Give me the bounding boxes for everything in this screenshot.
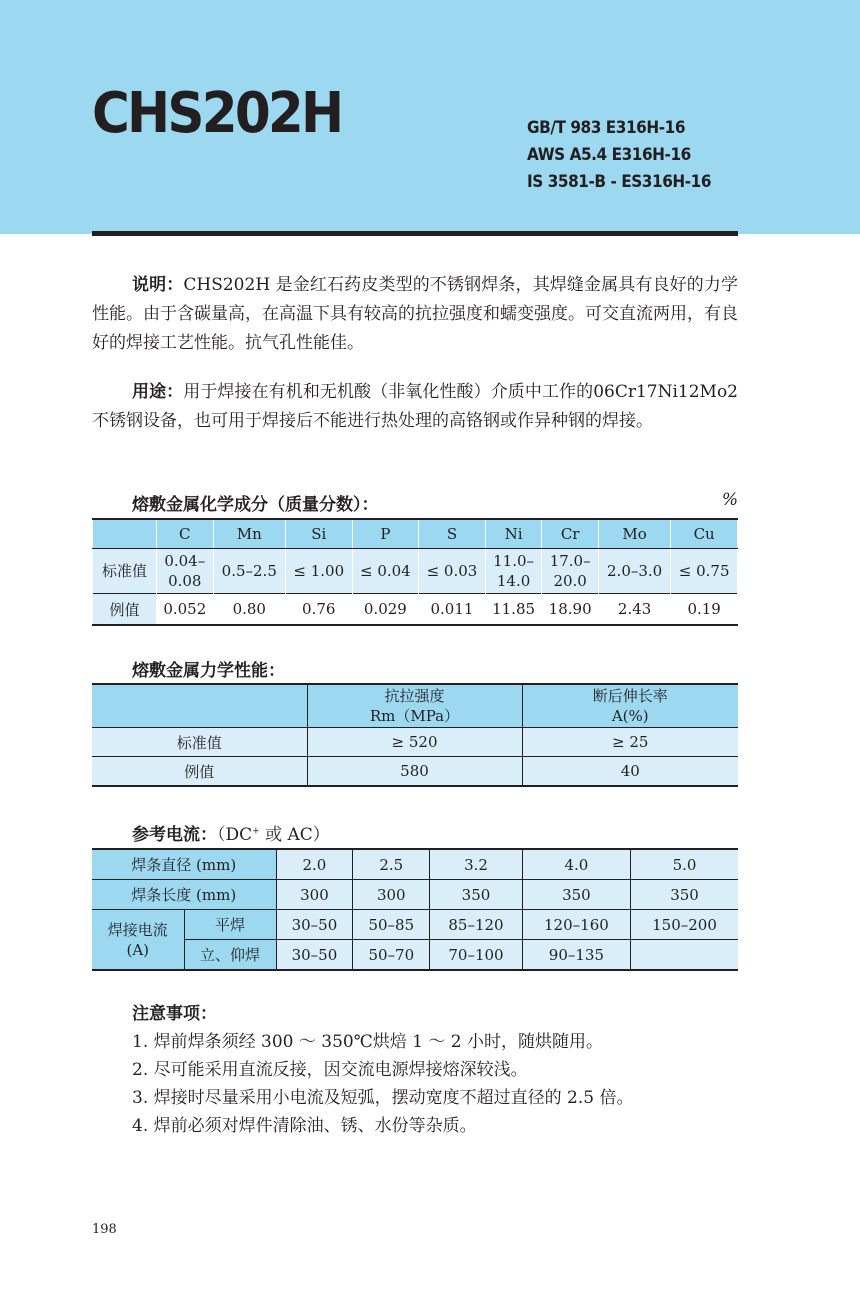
chem-header-cell: P <box>352 519 419 549</box>
current-cell <box>631 940 738 971</box>
current-cell: 70–100 <box>430 940 523 971</box>
vertical-row <box>92 940 738 971</box>
chem-cell: 0.052 <box>157 594 214 626</box>
diameter-label: 焊条直径 (mm) <box>92 849 276 880</box>
chem-cell: 2.43 <box>598 594 670 626</box>
current-cell: 120–160 <box>522 910 630 940</box>
chem-header-cell <box>93 519 157 549</box>
current-cell: 2.5 <box>353 849 430 880</box>
notes-title: 注意事项： <box>132 1004 217 1024</box>
chem-cell: 0.5–2.5 <box>213 549 285 594</box>
usage-text: 用于焊接在有机和无机酸（非氧化性酸）介质中工作的06Cr17Ni12Mo2 不锈钢设备，也可用于焊接后不能进行热处理的高铬钢或作异种钢的焊接。 <box>92 382 738 431</box>
current-cell: 300 <box>276 880 353 910</box>
current-cell: 50–85 <box>353 910 430 940</box>
usage-paragraph <box>92 378 738 436</box>
chem-cell: 18.90 <box>542 594 599 626</box>
chem-cell: ≤ 0.04 <box>352 549 419 594</box>
mechanical-table <box>92 683 738 787</box>
length-row <box>92 880 738 910</box>
chem-cell: 0.029 <box>352 594 419 626</box>
standard-gb: GB/T 983 E316H-16 <box>527 118 686 138</box>
current-cell: 5.0 <box>631 849 738 880</box>
notes-section <box>132 1000 633 1140</box>
mech-header-empty <box>92 684 307 728</box>
length-label: 焊条长度 (mm) <box>92 880 276 910</box>
current-cell: 3.2 <box>430 849 523 880</box>
current-cell: 300 <box>353 880 430 910</box>
chemistry-unit: % <box>721 490 738 510</box>
mech-cell: ≥ 520 <box>307 728 522 757</box>
current-cell: 350 <box>430 880 523 910</box>
chemistry-example-row <box>93 594 738 626</box>
mechanical-title: 熔敷金属力学性能： <box>132 661 285 681</box>
chem-cell: 0.04– 0.08 <box>157 549 214 594</box>
mech-a-line2: A(%) <box>611 707 649 725</box>
chemistry-header-row <box>93 519 738 549</box>
current-table <box>92 848 738 971</box>
description-label: 说明： <box>132 275 184 295</box>
current-cell: 4.0 <box>522 849 630 880</box>
current-label-2: (A) <box>126 940 150 959</box>
chemistry-standard-row <box>93 549 738 594</box>
current-note-post: 或 AC） <box>259 825 330 845</box>
current-note-sup: + <box>252 826 260 837</box>
vertical-label: 立、仰焊 <box>184 940 276 971</box>
usage-label: 用途： <box>132 382 184 402</box>
mech-header-a <box>522 684 738 728</box>
standards-block <box>527 115 711 196</box>
chemistry-table <box>92 518 738 626</box>
diameter-row <box>92 849 738 880</box>
mech-a-line1: 断后伸长率 <box>592 687 668 705</box>
note-item: 2. 尽可能采用直流反接，因交流电源焊接熔深较浅。 <box>132 1060 528 1080</box>
mechanical-header-row <box>92 684 738 728</box>
chem-cell: 例值 <box>93 594 157 626</box>
description-paragraph <box>92 271 738 358</box>
current-title: 参考电流： <box>132 825 217 845</box>
chem-cell: ≤ 1.00 <box>285 549 352 594</box>
current-note-pre: （DC <box>217 825 253 845</box>
chem-cell: 0.80 <box>213 594 285 626</box>
current-cell: 50–70 <box>353 940 430 971</box>
chem-header-cell: Cr <box>542 519 599 549</box>
mech-rm-line1: 抗拉强度 <box>384 687 445 705</box>
current-cell: 85–120 <box>430 910 523 940</box>
mech-cell: ≥ 25 <box>522 728 738 757</box>
chem-cell: 11.85 <box>485 594 542 626</box>
chemistry-title: 熔敷金属化学成分（质量分数）： <box>132 495 379 515</box>
current-cell: 350 <box>522 880 630 910</box>
note-item: 3. 焊接时尽量采用小电流及短弧，摆动宽度不超过直径的 2.5 倍。 <box>132 1088 634 1108</box>
model-title: CHS202H <box>92 81 342 146</box>
chem-cell: 0.19 <box>671 594 738 626</box>
chem-cell: ≤ 0.75 <box>671 549 738 594</box>
chem-cell: 标准值 <box>93 549 157 594</box>
current-group-label <box>92 910 184 971</box>
mech-rm-line2: Rm（MPa） <box>369 707 460 725</box>
standard-aws: AWS A5.4 E316H-16 <box>527 145 691 165</box>
chem-cell: 2.0–3.0 <box>598 549 670 594</box>
chem-header-cell: Si <box>285 519 352 549</box>
current-cell: 2.0 <box>276 849 353 880</box>
page-number: 198 <box>92 1222 117 1237</box>
chem-header-cell: C <box>157 519 214 549</box>
chem-header-cell: Cu <box>671 519 738 549</box>
current-title-line <box>132 820 330 845</box>
flat-label: 平焊 <box>184 910 276 940</box>
mech-cell: 例值 <box>92 757 307 787</box>
chem-cell: 17.0– 20.0 <box>542 549 599 594</box>
chem-header-cell: Ni <box>485 519 542 549</box>
current-label-1: 焊接电流 <box>107 920 168 939</box>
chem-cell: 0.76 <box>285 594 352 626</box>
chem-header-cell: Mn <box>213 519 285 549</box>
chem-cell: 0.011 <box>419 594 486 626</box>
chem-header-cell: Mo <box>598 519 670 549</box>
mech-cell: 580 <box>307 757 522 787</box>
current-cell: 350 <box>631 880 738 910</box>
mech-header-rm <box>307 684 522 728</box>
description-text: CHS202H 是金红石药皮类型的不锈钢焊条，其焊缝金属具有良好的力学性能。由于含碳量高，在高温下具有较高的抗拉强度和蠕变强度。可交直流两用，有良好的焊接工艺性能。抗气孔性能佳。 <box>92 275 739 353</box>
flat-row <box>92 910 738 940</box>
chem-cell: ≤ 0.03 <box>419 549 486 594</box>
note-item: 4. 焊前必须对焊件清除油、锈、水份等杂质。 <box>132 1116 477 1136</box>
chem-cell: 11.0– 14.0 <box>485 549 542 594</box>
mech-cell: 标准值 <box>92 728 307 757</box>
current-cell: 30–50 <box>276 910 353 940</box>
current-cell: 90–135 <box>522 940 630 971</box>
standard-is: IS 3581-B - ES316H-16 <box>527 172 712 192</box>
header-rule <box>92 231 738 236</box>
chem-header-cell: S <box>419 519 486 549</box>
header-band <box>0 0 860 234</box>
note-item: 1. 焊前焊条须经 300 ～ 350℃烘焙 1 ～ 2 小时，随烘随用。 <box>132 1032 603 1052</box>
mechanical-example-row <box>92 757 738 787</box>
current-cell: 150–200 <box>631 910 738 940</box>
mechanical-standard-row <box>92 728 738 757</box>
mech-cell: 40 <box>522 757 738 787</box>
current-cell: 30–50 <box>276 940 353 971</box>
current-note <box>217 825 330 845</box>
